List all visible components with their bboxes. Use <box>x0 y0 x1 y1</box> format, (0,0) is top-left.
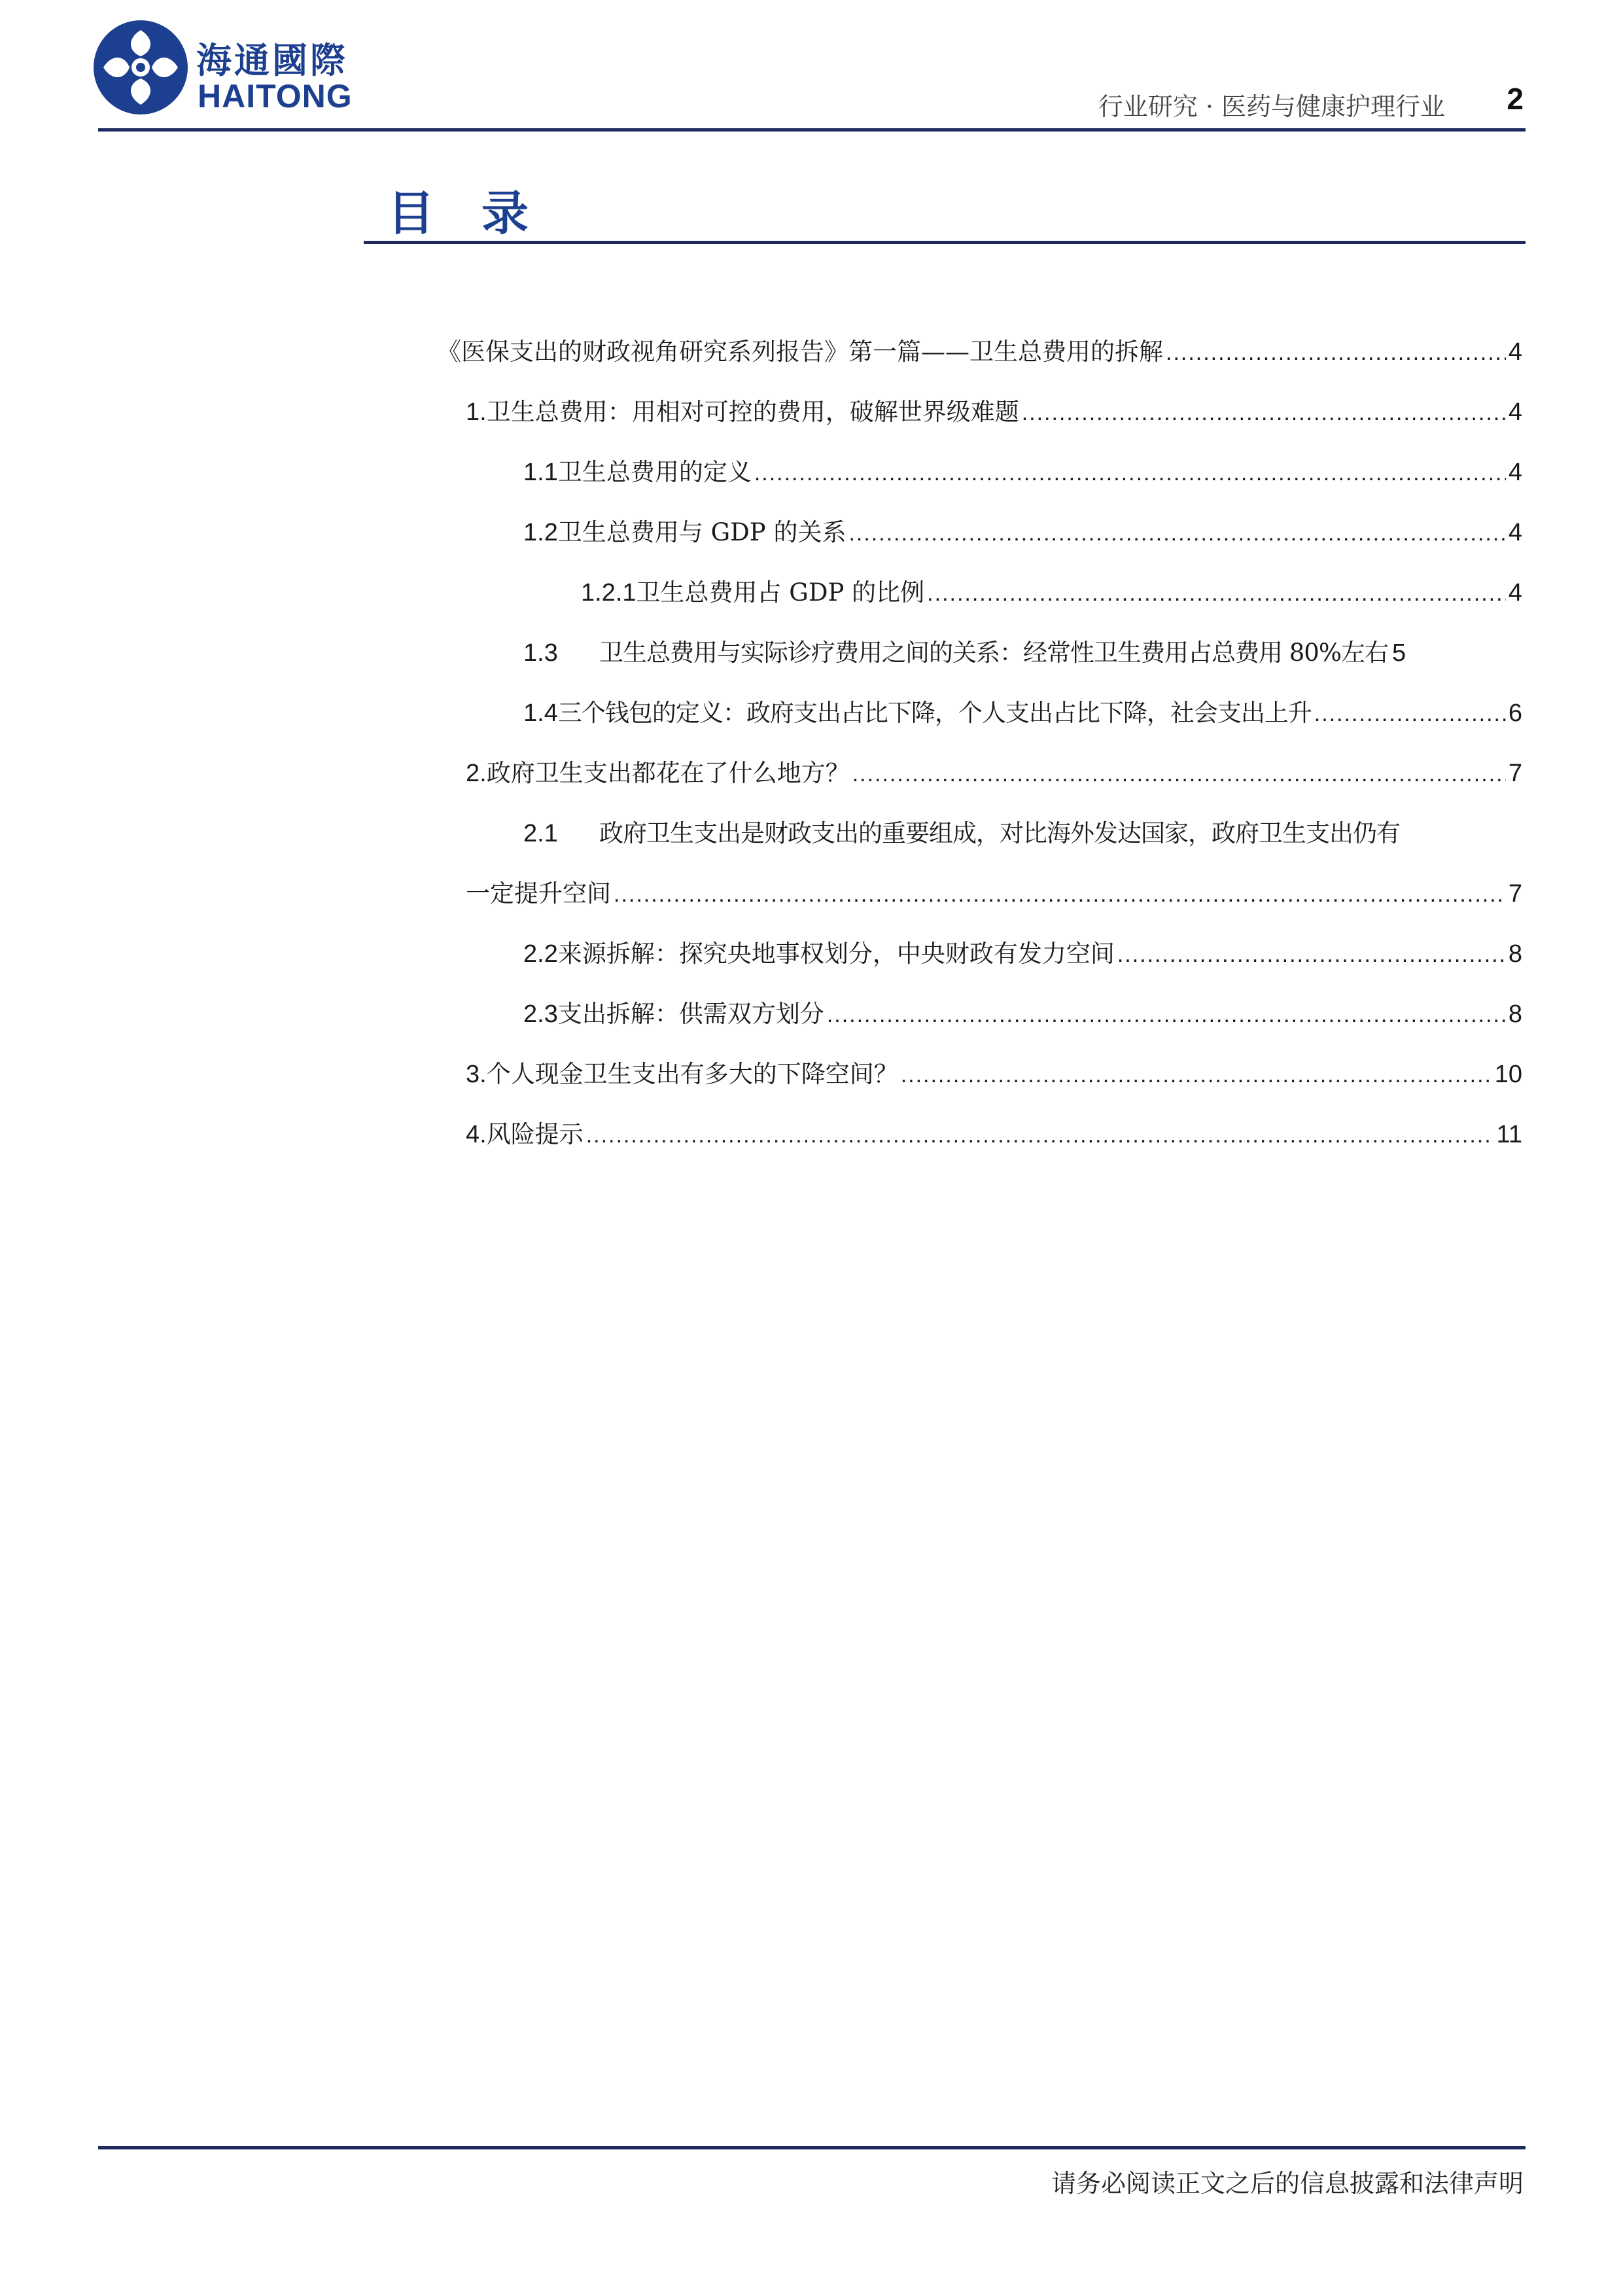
toc-leader-dots <box>927 578 1506 609</box>
toc-entry-number: 1.4 <box>523 699 558 727</box>
header-divider <box>98 128 1526 132</box>
logo-english-name: HAITONG <box>198 78 353 115</box>
toc-entry-1-4[interactable] <box>523 698 1522 730</box>
toc-entry-page: 7 <box>1508 760 1522 787</box>
logo-chinese-name: 海通國際 <box>196 40 348 81</box>
toc-entry-text-continued: 一定提升空间 <box>466 879 611 908</box>
toc-entry-page: 8 <box>1508 1000 1522 1028</box>
toc-leader-dots <box>852 758 1506 790</box>
toc-leader-dots <box>901 1059 1492 1091</box>
toc-entry-1[interactable] <box>466 397 1522 429</box>
toc-leader-dots <box>754 457 1506 489</box>
toc-leader-dots <box>827 999 1506 1031</box>
toc-entry-2[interactable] <box>466 758 1522 790</box>
toc-entry-number: 1. <box>466 398 487 426</box>
toc-entry-number: 1.1 <box>523 459 558 486</box>
toc-entry-text: 卫生总费用：用相对可控的费用，破解世界级难题 <box>486 398 1019 426</box>
toc-leader-dots <box>1314 698 1506 730</box>
toc-entry-number: 4. <box>466 1121 487 1148</box>
toc-leader-dots <box>586 1120 1494 1151</box>
haitong-logo-icon <box>92 18 190 116</box>
footer-disclaimer-notice: 请务必阅读正文之后的信息披露和法律声明 <box>1051 2169 1524 2198</box>
toc-entry-page: 4 <box>1508 519 1522 546</box>
toc-entry-text: 卫生总费用与实际诊疗费用之间的关系：经常性卫生费用占总费用 80%左右 <box>599 639 1388 667</box>
toc-entry-number: 2.1 <box>523 820 558 847</box>
toc-entry-page: 11 <box>1496 1121 1522 1148</box>
toc-leader-dots <box>1022 397 1506 429</box>
toc-entry-page: 8 <box>1508 940 1522 968</box>
toc-entry-page: 6 <box>1508 699 1522 727</box>
toc-entry-1-1[interactable] <box>523 457 1522 489</box>
toc-entry-number: 3. <box>466 1061 487 1088</box>
toc-entry-page: 4 <box>1508 579 1522 607</box>
toc-entry-2-1-continued[interactable] <box>466 878 1522 910</box>
toc-entry-page: 4 <box>1508 459 1522 486</box>
toc-entry-number: 2. <box>466 760 487 787</box>
toc-entry-1-3[interactable] <box>523 637 1522 669</box>
toc-entry-page: 7 <box>1508 880 1522 908</box>
toc-entry-1-2[interactable] <box>523 517 1522 549</box>
toc-entry-2-1[interactable] <box>523 818 1522 849</box>
toc-entry-text: 卫生总费用与 GDP 的关系 <box>557 518 846 546</box>
toc-entry-page: 4 <box>1508 398 1522 426</box>
toc-leader-dots <box>1166 337 1506 368</box>
toc-entry-2-2[interactable] <box>523 938 1522 970</box>
toc-entry-text: 卫生总费用占 GDP 的比例 <box>636 578 925 607</box>
toc-entry-1-2-1[interactable] <box>581 577 1522 609</box>
toc-entry-text: 政府卫生支出是财政支出的重要组成，对比海外发达国家，政府卫生支出仍有 <box>599 819 1400 847</box>
footer-divider <box>98 2146 1526 2149</box>
toc-entry-text: 《医保支出的财政视角研究系列报告》第一篇——卫生总费用的拆解 <box>437 338 1163 366</box>
toc-entry-number: 1.2 <box>523 519 558 546</box>
toc-entry-text: 风险提示 <box>486 1120 584 1148</box>
toc-entry-page: 5 <box>1392 639 1406 667</box>
toc-title-divider <box>364 241 1526 244</box>
toc-entry-text: 个人现金卫生支出有多大的下降空间？ <box>486 1060 898 1088</box>
toc-leader-dots <box>614 879 1506 910</box>
toc-entry-series-intro[interactable] <box>437 336 1522 368</box>
toc-entry-number: 1.3 <box>523 639 558 667</box>
header-page-number: 2 <box>1507 82 1524 116</box>
toc-entry-number: 1.2.1 <box>581 579 637 607</box>
toc-entry-text: 来源拆解：探究央地事权划分，中央财政有发力空间 <box>557 940 1115 968</box>
haitong-logo <box>92 18 366 116</box>
toc-entry-2-3[interactable] <box>523 998 1522 1031</box>
toc-entry-page: 10 <box>1494 1061 1522 1088</box>
header-category: 行业研究 · 医药与健康护理行业 <box>1098 92 1445 121</box>
toc-entry-text: 支出拆解：供需双方划分 <box>557 1000 824 1028</box>
toc-entry-4[interactable] <box>466 1119 1522 1151</box>
toc-entry-number: 2.3 <box>523 1000 558 1028</box>
toc-entry-text: 卫生总费用的定义 <box>557 458 752 486</box>
toc-leader-dots <box>1117 939 1506 970</box>
toc-entry-number: 2.2 <box>523 940 558 968</box>
toc-leader-dots <box>848 518 1505 549</box>
toc-title: 目录 <box>387 185 576 241</box>
toc-entry-page: 4 <box>1508 338 1522 366</box>
toc-entry-text: 政府卫生支出都花在了什么地方？ <box>486 759 850 787</box>
toc-entry-text: 三个钱包的定义：政府支出占比下降，个人支出占比下降，社会支出上升 <box>557 699 1312 727</box>
toc-entry-3[interactable] <box>466 1059 1522 1091</box>
